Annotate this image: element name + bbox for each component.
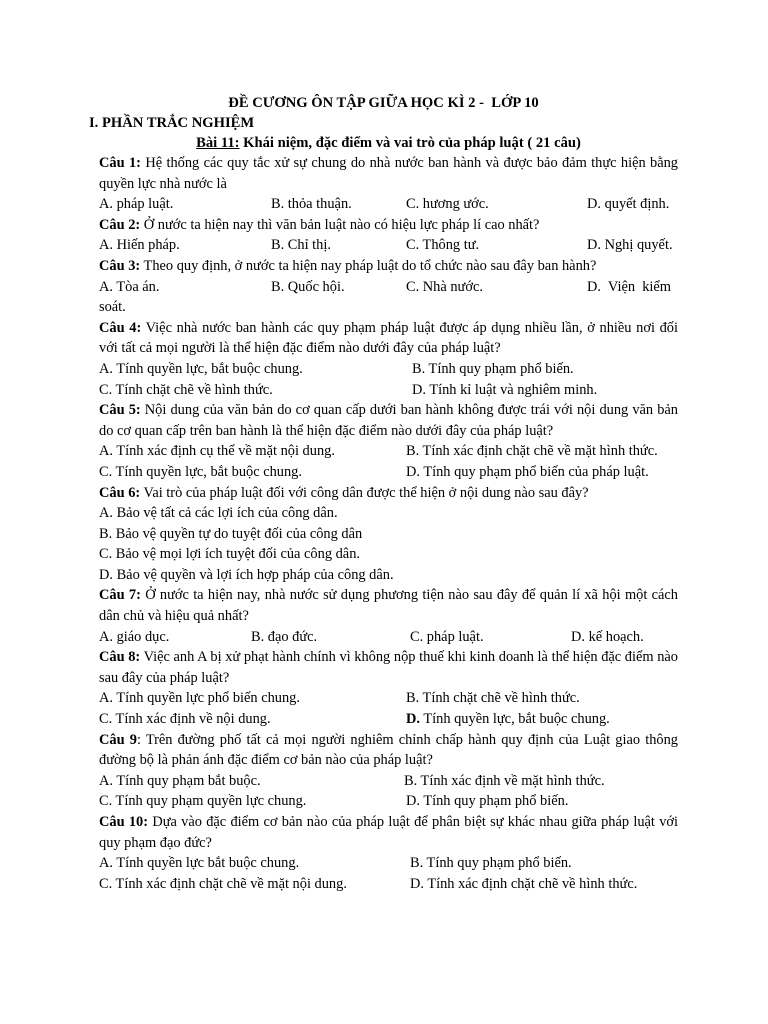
option-b: B. Tính quy phạm phổ biến. bbox=[410, 855, 572, 872]
options-row bbox=[99, 380, 678, 401]
question-number: Câu 2: bbox=[99, 216, 141, 233]
question-8 bbox=[99, 647, 678, 688]
question-10 bbox=[99, 812, 678, 853]
option-c: C. Tính quyền lực, bắt buộc chung. bbox=[99, 463, 302, 480]
option-c: C. Tính xác định về nội dung. bbox=[99, 711, 271, 728]
options-row bbox=[99, 688, 678, 709]
option-b: B. đạo đức. bbox=[251, 628, 318, 645]
option-a: A. Tính quyền lực bắt buộc chung. bbox=[99, 855, 300, 872]
question-9 bbox=[99, 730, 678, 771]
question-number: Câu 8: bbox=[99, 649, 141, 666]
options-row bbox=[99, 771, 678, 792]
options-row bbox=[99, 359, 678, 380]
option-d: D. kế hoạch. bbox=[571, 628, 644, 645]
option-a: A. Hiến pháp. bbox=[99, 237, 180, 254]
question-6 bbox=[99, 483, 678, 504]
option-d: D. Bảo vệ quyền và lợi ích hợp pháp của công dân. bbox=[99, 566, 394, 583]
question-text: Dựa vào đặc điểm cơ bản nào của pháp luật để phân biệt sự khác nhau giữa pháp luật với quy phạm đạo đức? bbox=[99, 814, 678, 851]
options-row bbox=[99, 235, 678, 256]
option-c: C. Tính quy phạm quyền lực chung. bbox=[99, 793, 307, 810]
option-b: B. Tính xác định về mặt hình thức. bbox=[404, 772, 605, 789]
question-number: Câu 3: bbox=[99, 257, 141, 274]
question-text: Nội dung của văn bản do cơ quan cấp dưới ban hành không được trái với nội dung văn bản do cơ quan cấp trên ban hành là thể hiện đặc điểm nào dưới đây của pháp luật? bbox=[99, 402, 678, 439]
question-text: Ở nước ta hiện nay thì văn bản luật nào có hiệu lực pháp lí cao nhất? bbox=[140, 216, 540, 233]
lesson-heading bbox=[99, 133, 678, 153]
question-3 bbox=[99, 256, 678, 277]
option-c: C. hương ước. bbox=[406, 196, 489, 213]
options-row bbox=[99, 441, 678, 462]
option-b: B. thỏa thuận. bbox=[271, 196, 352, 213]
option-d: D. quyết định. bbox=[587, 196, 670, 213]
option-a: A. Tính quyền lực, bắt buộc chung. bbox=[99, 360, 303, 377]
question-text: Ở nước ta hiện nay, nhà nước sử dụng phương tiện nào sau đây để quản lí xã hội một cách dân chủ và hiệu quả nhất? bbox=[99, 587, 678, 625]
option-d: D. Tính xác định chặt chẽ về hình thức. bbox=[410, 875, 638, 892]
option-d-continuation: soát. bbox=[99, 299, 126, 316]
option-d bbox=[406, 709, 610, 730]
option-d-letter: D. bbox=[406, 711, 420, 728]
options-row bbox=[99, 627, 678, 648]
option-b: B. Tính chặt chẽ về hình thức. bbox=[406, 690, 580, 707]
option-a: A. Tính quy phạm bắt buộc. bbox=[99, 772, 261, 789]
options-row bbox=[99, 853, 678, 874]
options-row bbox=[99, 277, 678, 298]
question-number: Câu 6: bbox=[99, 484, 141, 501]
option-a: A. Bảo vệ tất cả các lợi ích của công dân. bbox=[99, 505, 338, 522]
question-number: Câu 7: bbox=[99, 587, 141, 604]
option-c: C. Bảo vệ mọi lợi ích tuyệt đối của công dân. bbox=[99, 546, 360, 563]
section-heading: I. PHẦN TRẮC NGHIỆM bbox=[89, 115, 255, 131]
question-number: Câu 9 bbox=[99, 731, 137, 748]
document-title: ĐỀ CƯƠNG ÔN TẬP GIỮA HỌC KÌ 2 - LỚP 10 bbox=[228, 95, 539, 111]
options-row bbox=[99, 874, 678, 895]
option-b: B. Tính xác định chặt chẽ về mặt hình thức. bbox=[406, 443, 658, 460]
question-number: Câu 1: bbox=[99, 155, 141, 171]
option-b: B. Tính quy phạm phổ biến. bbox=[412, 360, 574, 377]
question-text: Theo quy định, ở nước ta hiện nay pháp luật do tổ chức nào sau đây ban hành? bbox=[140, 257, 597, 274]
question-4 bbox=[99, 318, 678, 359]
question-number: Câu 10: bbox=[99, 814, 149, 830]
option-d: D. Tính quy phạm phổ biến của pháp luật. bbox=[406, 463, 649, 480]
option-c: C. Thông tư. bbox=[406, 237, 480, 254]
option-d: D. Tính kỉ luật và nghiêm minh. bbox=[412, 381, 598, 398]
option-a: A. giáo dục. bbox=[99, 628, 170, 645]
option-c: C. Tính xác định chặt chẽ về mặt nội dung. bbox=[99, 875, 347, 892]
question-7 bbox=[99, 585, 678, 626]
option-c: C. Nhà nước. bbox=[406, 278, 483, 295]
option-a: A. Tính xác định cụ thể về mặt nội dung. bbox=[99, 443, 335, 460]
document-page bbox=[89, 93, 678, 894]
option-d: D. Nghị quyết. bbox=[587, 237, 673, 254]
option-a: A. Tòa án. bbox=[99, 278, 160, 295]
option-d: D. Viện kiểm bbox=[587, 278, 672, 295]
question-1 bbox=[99, 153, 678, 194]
options-row bbox=[99, 709, 678, 730]
question-text: Việc anh A bị xử phạt hành chính vì không nộp thuế khi kinh doanh là thể hiện đặc điểm nào sau đây của pháp luật? bbox=[99, 649, 678, 686]
question-number: Câu 5: bbox=[99, 402, 141, 419]
question-2 bbox=[99, 215, 678, 236]
question-text: : Trên đường phố tất cả mọi người nghiêm chỉnh chấp hành quy định của Luật giao thông đường bộ là phản ánh đặc điểm cơ bản nào của pháp luật? bbox=[99, 731, 678, 769]
options-row bbox=[99, 791, 678, 812]
option-b: B. Chỉ thị. bbox=[271, 237, 331, 254]
options-row bbox=[99, 462, 678, 483]
option-b: B. Bảo vệ quyền tự do tuyệt đối của công dân bbox=[99, 525, 363, 542]
question-5 bbox=[99, 400, 678, 441]
option-d-text: Tính quyền lực, bắt buộc chung. bbox=[420, 711, 610, 728]
question-text: Việc nhà nước ban hành các quy phạm pháp luật được áp dụng nhiều lần, ở nhiều nơi đối với tất cả mọi người là thể hiện đặc điểm nào dưới đây của pháp luật? bbox=[99, 319, 678, 357]
options-row bbox=[99, 194, 678, 215]
option-d: D. Tính quy phạm phổ biến. bbox=[406, 793, 569, 810]
option-a: A. pháp luật. bbox=[99, 196, 174, 213]
option-c: C. Tính chặt chẽ về hình thức. bbox=[99, 381, 273, 398]
lesson-label: Bài 11: bbox=[196, 135, 240, 151]
question-number: Câu 4: bbox=[99, 319, 142, 336]
question-text: Hệ thống các quy tắc xử sự chung do nhà nước ban hành và được bảo đảm thực hiện bằng quyền lực nhà nước là bbox=[99, 155, 678, 192]
question-text: Vai trò của pháp luật đối với công dân được thể hiện ở nội dung nào sau đây? bbox=[140, 484, 589, 501]
option-b: B. Quốc hội. bbox=[271, 278, 345, 295]
option-a: A. Tính quyền lực phổ biến chung. bbox=[99, 690, 300, 707]
lesson-title: Khái niệm, đặc điểm và vai trò của pháp luật ( 21 câu) bbox=[239, 135, 581, 151]
option-c: C. pháp luật. bbox=[410, 628, 484, 645]
